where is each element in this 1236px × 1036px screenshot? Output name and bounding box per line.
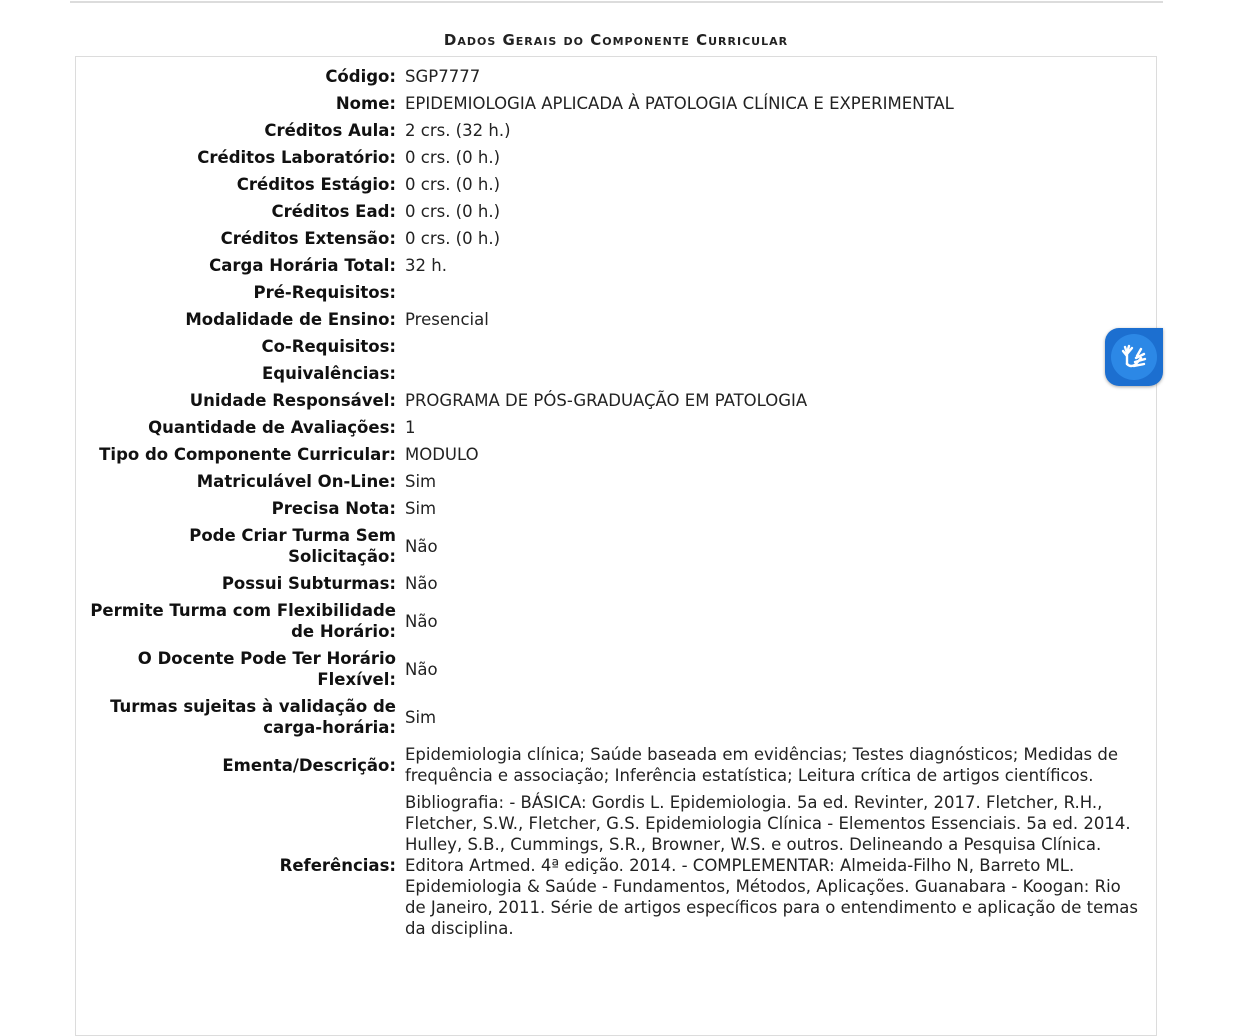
field-value: 2 crs. (32 h.) xyxy=(405,121,511,140)
field-value: PROGRAMA DE PÓS-GRADUAÇÃO EM PATOLOGIA xyxy=(405,391,808,410)
field-label: Pré-Requisitos: xyxy=(253,283,396,302)
detail-row xyxy=(76,363,1151,384)
field-value: Não xyxy=(405,536,438,556)
detail-row xyxy=(76,471,1151,492)
section-title: Dados Gerais do Componente Curricular xyxy=(443,31,789,49)
field-label: Código: xyxy=(325,67,396,86)
field-label: Quantidade de Avaliações: xyxy=(148,418,396,437)
field-value: Não xyxy=(405,574,438,593)
detail-row xyxy=(76,93,1151,114)
field-label: Co-Requisitos: xyxy=(261,337,396,356)
detail-row xyxy=(76,228,1151,249)
detail-row xyxy=(76,120,1151,141)
field-value: 0 crs. (0 h.) xyxy=(405,202,501,221)
field-label: Créditos Ead: xyxy=(271,202,396,221)
field-value: Presencial xyxy=(405,310,489,329)
field-label: Tipo do Componente Curricular: xyxy=(99,445,396,464)
field-label: Turmas sujeitas à validação de carga-horária: xyxy=(110,697,396,737)
detail-row xyxy=(76,444,1151,465)
detail-row xyxy=(76,255,1151,276)
field-value: 32 h. xyxy=(405,256,447,275)
detail-row xyxy=(76,147,1151,168)
field-label: Precisa Nota: xyxy=(271,499,396,518)
detail-row xyxy=(76,498,1151,519)
detail-row xyxy=(76,174,1151,195)
detail-row xyxy=(76,525,1151,567)
field-value: Sim xyxy=(405,499,437,518)
field-value: Sim xyxy=(405,472,437,491)
field-value: 0 crs. (0 h.) xyxy=(405,148,501,167)
field-value: MODULO xyxy=(405,445,479,464)
field-label: Carga Horária Total: xyxy=(209,256,396,275)
detail-row xyxy=(76,696,1151,738)
detail-row xyxy=(76,66,1151,87)
detail-row xyxy=(76,390,1151,411)
field-label: Nome: xyxy=(335,94,396,113)
component-details-table xyxy=(76,60,1151,945)
field-label: Equivalências: xyxy=(262,364,396,383)
sign-language-hands-icon xyxy=(1117,340,1151,374)
detail-row xyxy=(76,417,1151,438)
field-value: 0 crs. (0 h.) xyxy=(405,175,501,194)
detail-row xyxy=(76,573,1151,594)
field-value xyxy=(405,363,1151,384)
field-value xyxy=(405,336,1151,357)
detail-row xyxy=(76,282,1151,303)
field-label: O Docente Pode Ter Horário Flexível: xyxy=(137,649,396,689)
field-label: Ementa/Descrição: xyxy=(222,755,396,775)
field-label: Créditos Extensão: xyxy=(220,229,396,248)
detail-row xyxy=(76,648,1151,690)
top-divider xyxy=(70,0,1163,3)
field-label: Pode Criar Turma Sem Solicitação: xyxy=(189,526,396,566)
field-label: Créditos Aula: xyxy=(264,121,396,140)
field-label: Créditos Laboratório: xyxy=(197,148,396,167)
detail-row xyxy=(76,336,1151,357)
field-label: Modalidade de Ensino: xyxy=(185,310,396,329)
field-value: EPIDEMIOLOGIA APLICADA À PATOLOGIA CLÍNICA E EXPERIMENTAL xyxy=(405,94,954,113)
detail-row xyxy=(76,600,1151,642)
field-value: Não xyxy=(405,659,438,679)
detail-row xyxy=(76,792,1151,939)
field-label: Unidade Responsável: xyxy=(189,391,396,410)
vlibras-accessibility-button[interactable] xyxy=(1105,328,1163,386)
field-label: Matriculável On-Line: xyxy=(196,472,396,491)
field-value: Sim xyxy=(405,707,437,727)
field-label: Referências: xyxy=(279,856,396,875)
field-value: SGP7777 xyxy=(405,67,481,86)
field-value xyxy=(405,282,1151,303)
field-value: Epidemiologia clínica; Saúde baseada em evidências; Testes diagnósticos; Medidas de frequência e associação; Inferência estatística; Leitura crítica de artigos científicos. xyxy=(405,745,1119,785)
field-value: 1 xyxy=(405,418,416,437)
field-value: Bibliografia: - BÁSICA: Gordis L. Epidemiologia. 5a ed. Revinter, 2017. Fletcher, R.H., Fletcher, S.W., Fletcher, G.S. Epidemiologia Clínica - Elementos Essenciais. 5a ed. 2014. Hulley, S.B., Cummings, S.R., Browner, W.S. e outros. Delineando a Pesquisa Clínica. Editora Artmed. 4ª edição. 2014. - COMPLEMENTAR: Almeida-Filho N, Barreto ML. Epidemiologia & Saúde - Fundamentos, Métodos, Aplicações. Guanabara - Koogan: Rio de Janeiro, 2011. Série de artigos específicos para o entendimento e aplicação de temas da disciplina. xyxy=(405,793,1139,938)
field-label: Permite Turma com Flexibilidade de Horário: xyxy=(90,601,396,641)
field-value: 0 crs. (0 h.) xyxy=(405,229,501,248)
field-label: Possui Subturmas: xyxy=(221,574,396,593)
detail-row xyxy=(76,201,1151,222)
field-label: Créditos Estágio: xyxy=(236,175,396,194)
field-value: Não xyxy=(405,611,438,631)
detail-row xyxy=(76,309,1151,330)
detail-row xyxy=(76,744,1151,786)
